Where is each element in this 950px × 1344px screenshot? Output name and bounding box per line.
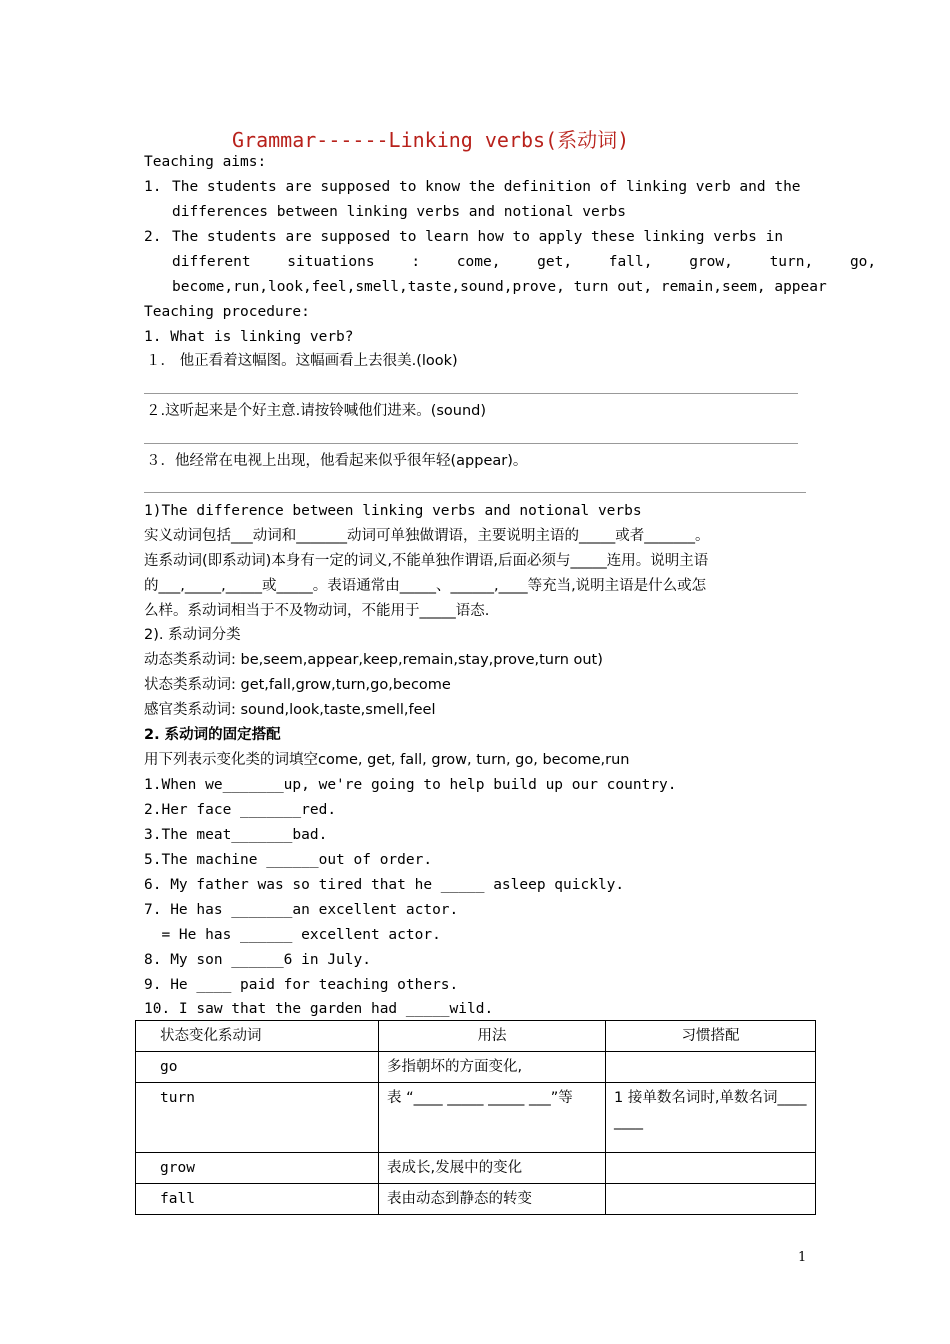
question-3: ３．他经常在电视上出现，他看起来似乎很年轻(appear)。 xyxy=(146,453,528,469)
classification-state: 状态类系动词: get,fall,grow,turn,go,become xyxy=(144,677,451,693)
cell-collocation xyxy=(606,1184,816,1215)
classification-sense: 感官类系动词: sound,look,taste,smell,feel xyxy=(144,702,436,718)
exercise-item: 8. My son ______6 in July. xyxy=(144,952,371,968)
cell-collocation: 1 接单数名词时,单数名词________ xyxy=(606,1083,816,1153)
aim-2-line-1 xyxy=(144,228,784,246)
cell-usage: 表 “____ _____ _____ ___”等 xyxy=(379,1083,606,1153)
header-usage: 用法 xyxy=(379,1021,606,1052)
answer-line-3 xyxy=(144,492,806,493)
classification-heading: 2). 系动词分类 xyxy=(144,627,241,643)
header-verb: 状态变化系动词 xyxy=(136,1021,379,1052)
cell-collocation xyxy=(606,1052,816,1083)
cell-usage: 多指朝坏的方面变化, xyxy=(379,1052,606,1083)
cell-verb: grow xyxy=(136,1153,379,1184)
answer-line-1 xyxy=(144,393,798,394)
section-2-heading: 2. 系动词的固定搭配 xyxy=(144,727,281,743)
exercise-item: = He has ______ excellent actor. xyxy=(144,927,441,943)
aim-2-text-1: The students are supposed to learn how to apply these linking verbs in xyxy=(172,229,784,245)
aim-1-line-1 xyxy=(144,178,801,196)
fill-instruction: 用下列表示变化类的词填空come, get, fall, grow, turn, go, become,run xyxy=(144,752,630,768)
aim-2-line-2: different situations : come, get, fall, grow, turn, go, xyxy=(172,254,877,270)
table-row xyxy=(136,1083,816,1153)
cell-collocation xyxy=(606,1153,816,1184)
cell-verb: fall xyxy=(136,1184,379,1215)
aims-heading: Teaching aims: xyxy=(144,154,267,170)
aim-1-number: 1. xyxy=(144,179,162,195)
exercise-item: 2.Her face _______red. xyxy=(144,802,337,818)
paragraph-line-4: 么样。系动词相当于不及物动词，不能用于_____语态. xyxy=(144,603,490,619)
table-row xyxy=(136,1153,816,1184)
difference-heading: 1)The difference between linking verbs and notional verbs xyxy=(144,503,642,519)
exercise-item: 7. He has _______an excellent actor. xyxy=(144,902,459,918)
cell-usage: 表由动态到静态的转变 xyxy=(379,1184,606,1215)
exercise-item: 6. My father was so tired that he _____ asleep quickly. xyxy=(144,877,625,893)
paragraph-line-3: 的___,_____,_____或_____。表语通常由_____、______,____等充当,说明主语是什么或怎 xyxy=(144,578,707,594)
table-header-row xyxy=(136,1021,816,1052)
exercise-item: 1.When we_______up, we're going to help build up our country. xyxy=(144,777,677,793)
header-collocation: 习惯搭配 xyxy=(606,1021,816,1052)
aim-1-text-1: The students are supposed to know the definition of linking verb and the xyxy=(172,179,801,195)
cell-verb: turn xyxy=(136,1083,379,1153)
aim-2-line-3: become,run,look,feel,smell,taste,sound,prove, turn out, remain,seem, appear xyxy=(172,279,827,295)
answer-line-2 xyxy=(144,443,798,444)
aim-2-number: 2. xyxy=(144,229,162,245)
question-1: １． 他正看着这幅图。这幅画看上去很美.(look) xyxy=(146,353,458,369)
cell-usage: 表成长,发展中的变化 xyxy=(379,1153,606,1184)
procedure-heading: Teaching procedure: xyxy=(144,304,310,320)
aim-1-line-2: differences between linking verbs and notional verbs xyxy=(172,204,626,220)
classification-dynamic: 动态类系动词: be,seem,appear,keep,remain,stay,prove,turn out) xyxy=(144,652,603,668)
exercise-item: 3.The meat_______bad. xyxy=(144,827,328,843)
exercise-item: 5.The machine ______out of order. xyxy=(144,852,433,868)
paragraph-line-1: 实义动词包括___动词和_______动词可单独做谓语，主要说明主语的_____或者_______。 xyxy=(144,528,710,544)
linking-verb-usage-table xyxy=(135,1020,816,1215)
page-number: 1 xyxy=(798,1250,807,1265)
paragraph-line-2: 连系动词(即系动词)本身有一定的词义,不能单独作谓语,后面必须与_____连用。说明主语 xyxy=(144,553,709,569)
exercise-item: 9. He ____ paid for teaching others. xyxy=(144,977,459,993)
exercise-item: 10. I saw that the garden had _____wild. xyxy=(144,1001,494,1017)
table-row xyxy=(136,1184,816,1215)
table-row xyxy=(136,1052,816,1083)
cell-verb: go xyxy=(136,1052,379,1083)
page-title: Grammar------Linking verbs(系动词) xyxy=(232,128,630,152)
question-2: ２.这听起来是个好主意.请按铃喊他们进来。(sound) xyxy=(146,403,487,419)
section-1-heading: 1. What is linking verb? xyxy=(144,329,354,345)
